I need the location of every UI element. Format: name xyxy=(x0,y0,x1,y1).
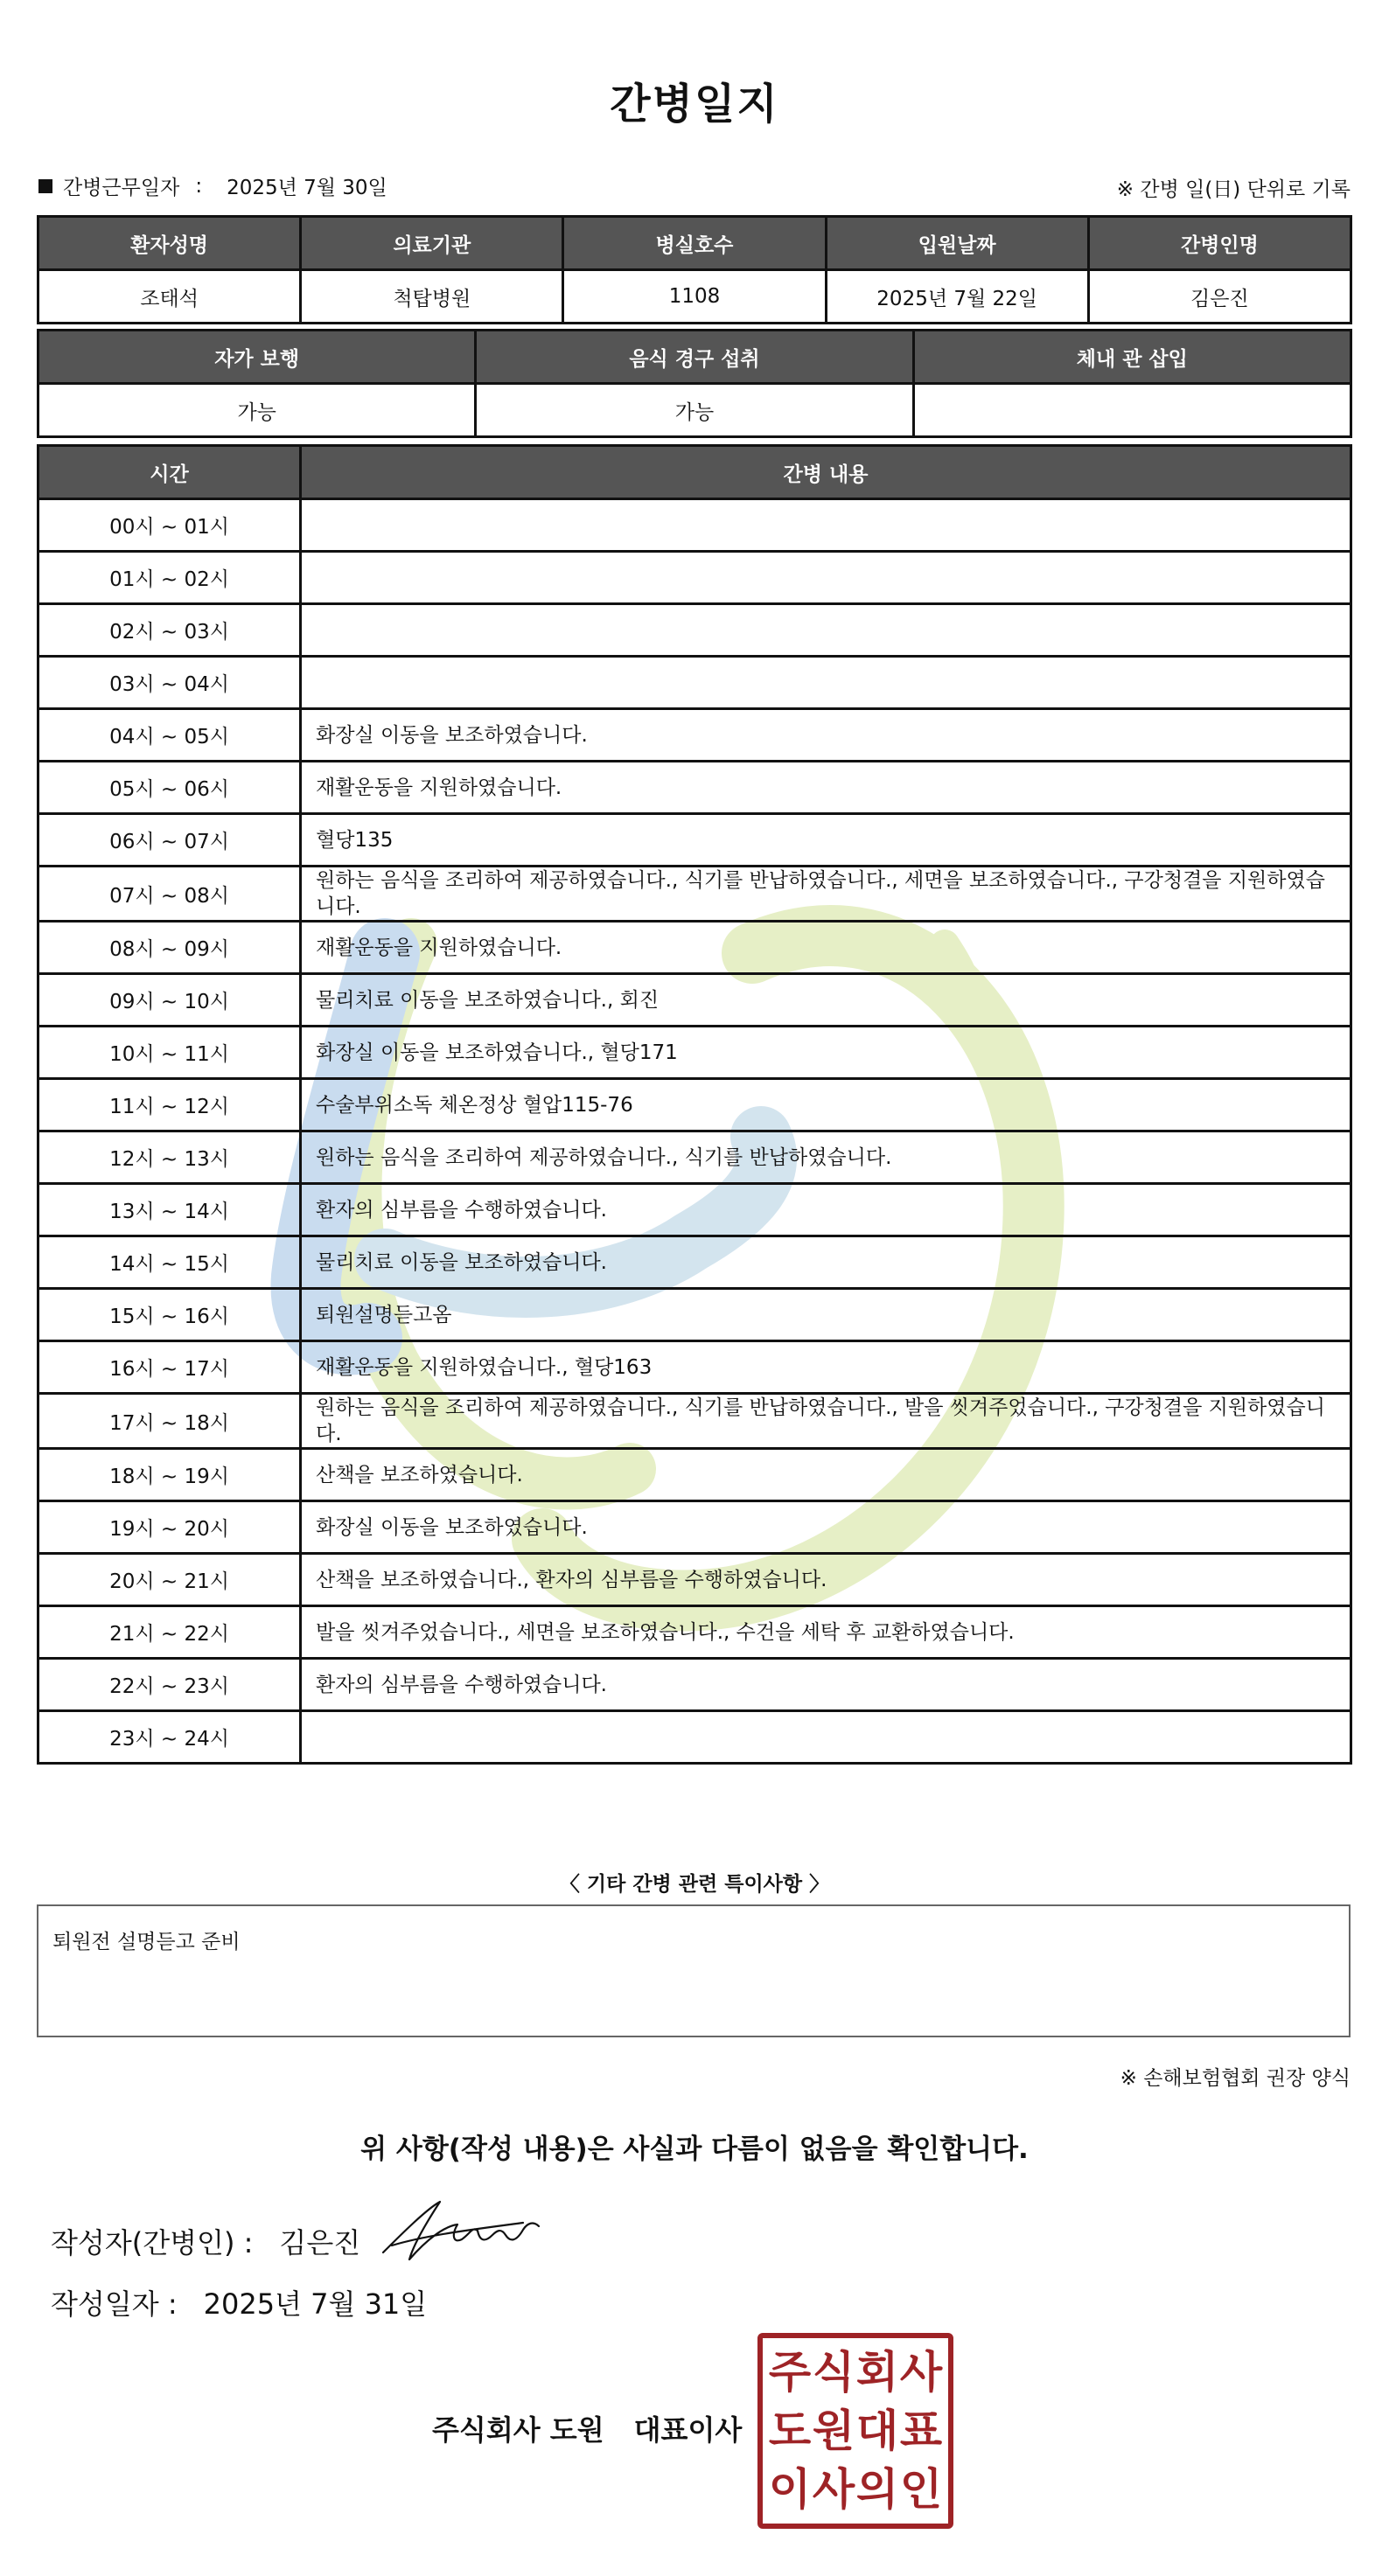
table-row xyxy=(38,1289,1351,1341)
writer-label: 작성자(간병인) : xyxy=(51,2226,254,2259)
company-ceo-title: 대표이사 xyxy=(633,2413,743,2447)
seal-char: 이 xyxy=(768,2463,812,2515)
log-content-cell: 화장실 이동을 보조하였습니다. xyxy=(301,709,1351,762)
log-content-cell: 환자의 심부름을 수행하였습니다. xyxy=(301,1184,1351,1236)
hospital-name: 척탑병원 xyxy=(301,270,563,324)
table-row xyxy=(38,552,1351,604)
log-content-cell xyxy=(301,499,1351,552)
log-content-cell: 재활운동을 지원하였습니다. xyxy=(301,922,1351,974)
work-date-line xyxy=(38,171,387,200)
header-care-content: 간병 내용 xyxy=(301,446,1351,499)
seal-char: 표 xyxy=(899,2405,943,2456)
log-time-cell: 08시 ~ 09시 xyxy=(38,922,301,974)
tube-insertion-value xyxy=(913,384,1351,437)
table-row xyxy=(38,1501,1351,1554)
log-time-cell: 22시 ~ 23시 xyxy=(38,1659,301,1711)
company-line xyxy=(432,2408,742,2448)
company-name: 주식회사 도원 xyxy=(432,2413,604,2447)
self-walking-value: 가능 xyxy=(38,384,476,437)
table-row xyxy=(38,814,1351,867)
table-row xyxy=(38,499,1351,552)
log-time-cell: 06시 ~ 07시 xyxy=(38,814,301,867)
log-time-cell: 18시 ~ 19시 xyxy=(38,1449,301,1501)
special-notes-title: 〈 기타 간병 관련 특이사항 〉 xyxy=(559,1873,830,1896)
admission-date: 2025년 7월 22일 xyxy=(826,270,1088,324)
written-date-label: 작성일자 : xyxy=(51,2287,178,2321)
log-content-cell: 혈당135 xyxy=(301,814,1351,867)
log-time-cell: 19시 ~ 20시 xyxy=(38,1501,301,1554)
special-notes-box xyxy=(37,1904,1351,2037)
log-time-cell: 10시 ~ 11시 xyxy=(38,1027,301,1079)
oral-intake-value: 가능 xyxy=(476,384,913,437)
log-content-cell: 재활운동을 지원하였습니다., 혈당163 xyxy=(301,1341,1351,1394)
table-row xyxy=(38,270,1351,324)
log-content-cell: 환자의 심부름을 수행하였습니다. xyxy=(301,1659,1351,1711)
table-row xyxy=(38,1027,1351,1079)
table-row xyxy=(38,1449,1351,1501)
header-patient-name: 환자성명 xyxy=(38,217,301,270)
seal-char: 회 xyxy=(855,2347,899,2398)
written-date-value: 2025년 7월 31일 xyxy=(203,2287,428,2321)
log-content-cell: 산책을 보조하였습니다., 환자의 심부름을 수행하였습니다. xyxy=(301,1554,1351,1606)
special-notes-text: 퇴원전 설명듣고 준비 xyxy=(52,1931,241,1953)
care-log-table xyxy=(37,444,1352,1765)
log-time-cell: 23시 ~ 24시 xyxy=(38,1711,301,1764)
log-time-cell: 07시 ~ 08시 xyxy=(38,867,301,922)
table-row xyxy=(38,1711,1351,1764)
table-row xyxy=(38,604,1351,657)
confirmation-statement: 위 사항(작성 내용)은 사실과 다름이 없음을 확인합니다. xyxy=(360,2134,1029,2165)
log-time-cell: 17시 ~ 18시 xyxy=(38,1394,301,1449)
seal-char: 식 xyxy=(812,2347,855,2398)
seal-char: 인 xyxy=(899,2463,943,2515)
header-caregiver-name: 간병인명 xyxy=(1088,217,1351,270)
log-time-cell: 04시 ~ 05시 xyxy=(38,709,301,762)
log-content-cell: 발을 씻겨주었습니다., 세면을 보조하였습니다., 수건을 세탁 후 교환하였습니다. xyxy=(301,1606,1351,1659)
patient-name: 조태석 xyxy=(38,270,301,324)
log-content-cell: 원하는 음식을 조리하여 제공하였습니다., 식기를 반납하였습니다., 발을 씻겨주었습니다., 구강청결을 지원하였습니다. xyxy=(301,1394,1351,1449)
writer-name: 김은진 xyxy=(279,2226,361,2259)
table-row xyxy=(38,1236,1351,1289)
square-bullet-icon xyxy=(38,179,52,193)
header-time: 시간 xyxy=(38,446,301,499)
written-date-line xyxy=(51,2282,427,2322)
table-row xyxy=(38,709,1351,762)
header-hospital: 의료기관 xyxy=(301,217,563,270)
table-row xyxy=(38,762,1351,814)
log-content-cell xyxy=(301,1711,1351,1764)
seal-char: 도 xyxy=(768,2405,812,2456)
log-time-cell: 01시 ~ 02시 xyxy=(38,552,301,604)
log-content-cell xyxy=(301,552,1351,604)
log-content-cell: 퇴원설명듣고옴 xyxy=(301,1289,1351,1341)
log-content-cell: 화장실 이동을 보조하였습니다. xyxy=(301,1501,1351,1554)
seal-char: 원 xyxy=(812,2405,855,2456)
log-time-cell: 15시 ~ 16시 xyxy=(38,1289,301,1341)
log-time-cell: 03시 ~ 04시 xyxy=(38,657,301,709)
log-time-cell: 21시 ~ 22시 xyxy=(38,1606,301,1659)
table-row xyxy=(38,1079,1351,1131)
table-header-row xyxy=(38,446,1351,499)
log-content-cell: 화장실 이동을 보조하였습니다., 혈당171 xyxy=(301,1027,1351,1079)
header-admission-date: 입원날짜 xyxy=(826,217,1088,270)
log-content-cell: 물리치료 이동을 보조하였습니다., 회진 xyxy=(301,974,1351,1027)
table-row xyxy=(38,1394,1351,1449)
caregiver-name: 김은진 xyxy=(1088,270,1351,324)
log-time-cell: 02시 ~ 03시 xyxy=(38,604,301,657)
table-row xyxy=(38,1341,1351,1394)
log-time-cell: 20시 ~ 21시 xyxy=(38,1554,301,1606)
log-content-cell: 산책을 보조하였습니다. xyxy=(301,1449,1351,1501)
table-row xyxy=(38,922,1351,974)
seal-char: 사 xyxy=(812,2463,855,2515)
log-time-cell: 05시 ~ 06시 xyxy=(38,762,301,814)
table-header-row xyxy=(38,331,1351,384)
log-time-cell: 14시 ~ 15시 xyxy=(38,1236,301,1289)
signature-image xyxy=(374,2191,549,2270)
log-time-cell: 00시 ~ 01시 xyxy=(38,499,301,552)
log-content-cell xyxy=(301,657,1351,709)
work-date-colon: : xyxy=(195,174,203,198)
room-number: 1108 xyxy=(563,270,826,324)
patient-ability-table xyxy=(37,329,1352,438)
log-content-cell: 재활운동을 지원하였습니다. xyxy=(301,762,1351,814)
log-time-cell: 11시 ~ 12시 xyxy=(38,1079,301,1131)
patient-info-table xyxy=(37,215,1352,324)
table-row xyxy=(38,1659,1351,1711)
table-row xyxy=(38,1131,1351,1184)
table-row xyxy=(38,657,1351,709)
header-self-walking: 자가 보행 xyxy=(38,331,476,384)
log-time-cell: 12시 ~ 13시 xyxy=(38,1131,301,1184)
log-content-cell: 원하는 음식을 조리하여 제공하였습니다., 식기를 반납하였습니다. xyxy=(301,1131,1351,1184)
table-row xyxy=(38,1554,1351,1606)
table-row xyxy=(38,384,1351,437)
seal-char: 대 xyxy=(855,2405,899,2456)
log-time-cell: 16시 ~ 17시 xyxy=(38,1341,301,1394)
log-content-cell: 원하는 음식을 조리하여 제공하였습니다., 식기를 반납하였습니다., 세면을 보조하였습니다., 구강청결을 지원하였습니다. xyxy=(301,867,1351,922)
unit-note: ※ 간병 일(日) 단위로 기록 xyxy=(1116,178,1351,201)
table-row xyxy=(38,867,1351,922)
work-date-value: 2025년 7월 30일 xyxy=(227,177,387,199)
header-room-number: 병실호수 xyxy=(563,217,826,270)
log-content-cell: 수술부위소독 체온정상 혈압115-76 xyxy=(301,1079,1351,1131)
log-content-cell xyxy=(301,604,1351,657)
header-tube-insertion: 체내 관 삽입 xyxy=(913,331,1351,384)
seal-char: 사 xyxy=(899,2347,943,2398)
log-content-cell: 물리치료 이동을 보조하였습니다. xyxy=(301,1236,1351,1289)
table-row xyxy=(38,1184,1351,1236)
table-row xyxy=(38,974,1351,1027)
form-source-note: ※ 손해보험협회 권장 양식 xyxy=(1120,2067,1351,2090)
writer-line xyxy=(51,2221,360,2261)
table-row xyxy=(38,1606,1351,1659)
company-seal-stamp xyxy=(757,2333,953,2529)
header-oral-intake: 음식 경구 섭취 xyxy=(476,331,913,384)
work-date-label: 간병근무일자 xyxy=(63,177,180,199)
log-time-cell: 13시 ~ 14시 xyxy=(38,1184,301,1236)
seal-char: 주 xyxy=(768,2347,812,2398)
table-header-row xyxy=(38,217,1351,270)
page-title: 간병일지 xyxy=(610,80,779,129)
seal-char: 의 xyxy=(855,2463,899,2515)
log-time-cell: 09시 ~ 10시 xyxy=(38,974,301,1027)
